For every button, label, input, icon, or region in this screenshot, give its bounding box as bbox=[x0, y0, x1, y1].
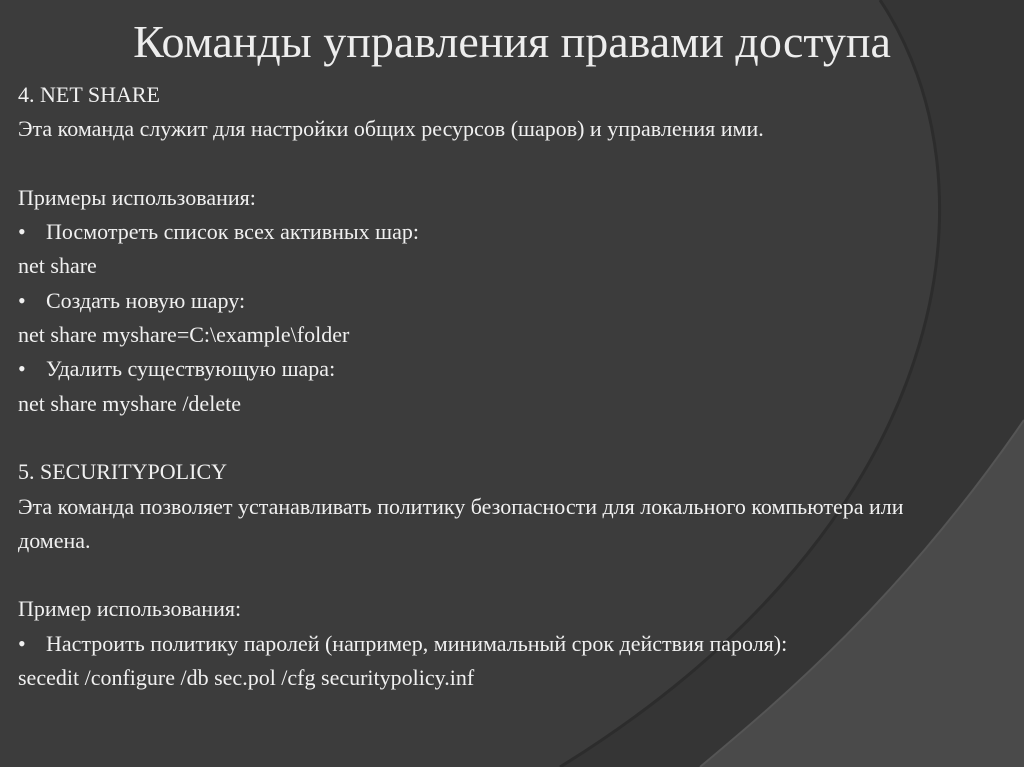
bullet: • bbox=[18, 630, 26, 656]
bullet: • bbox=[18, 219, 26, 245]
slide-content bbox=[18, 78, 1008, 695]
securitypolicy-example-label: Пример использования: bbox=[18, 596, 242, 622]
list-item-text: Настроить политику паролей (например, минимальный срок действия пароля): bbox=[46, 630, 788, 656]
list-item-text: Посмотреть список всех активных шар: bbox=[46, 219, 419, 245]
spacer bbox=[18, 421, 1008, 455]
spacer bbox=[18, 147, 1008, 181]
command-text: net share myshare=C:\example\folder bbox=[18, 322, 350, 348]
list-item-text: Удалить существующую шара: bbox=[46, 356, 336, 382]
list-item bbox=[18, 627, 1008, 661]
list-item bbox=[18, 284, 1008, 318]
command-text: net share bbox=[18, 253, 97, 279]
bullet: • bbox=[18, 356, 26, 382]
securitypolicy-heading: 5. SECURITYPOLICY bbox=[18, 459, 228, 485]
list-item bbox=[18, 352, 1008, 386]
command-text: net share myshare /delete bbox=[18, 390, 241, 416]
netshare-examples-label: Примеры использования: bbox=[18, 184, 256, 210]
netshare-heading: 4. NET SHARE bbox=[18, 82, 160, 107]
list-item bbox=[18, 215, 1008, 249]
list-item-text: Создать новую шару: bbox=[46, 287, 246, 313]
command-text: secedit /configure /db sec.pol /cfg securitypolicy.inf bbox=[18, 665, 475, 691]
netshare-description: Эта команда служит для настройки общих ресурсов (шаров) и управления ими. bbox=[18, 116, 764, 142]
slide-title: Команды управления правами доступа bbox=[133, 16, 891, 67]
securitypolicy-description: Эта команда позволяет устанавливать политику безопасности для локального компьютера или домена. bbox=[18, 493, 904, 553]
bullet: • bbox=[18, 287, 26, 313]
spacer bbox=[18, 558, 1008, 592]
